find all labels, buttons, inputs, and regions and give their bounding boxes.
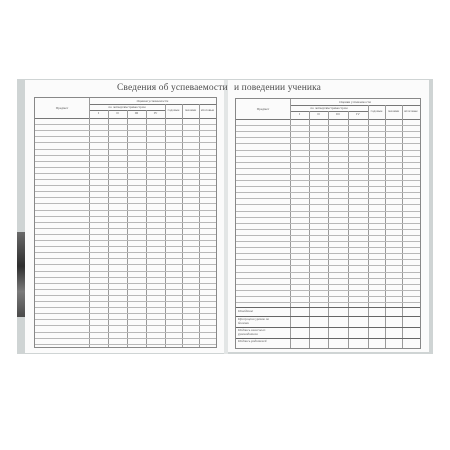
header-divider — [290, 111, 368, 112]
row-divider — [35, 124, 216, 125]
row-divider — [35, 149, 216, 150]
row-divider — [236, 284, 420, 285]
row-divider — [236, 223, 420, 224]
row-divider — [35, 161, 216, 162]
row-divider — [35, 142, 216, 143]
row-divider — [236, 265, 420, 266]
row-divider — [35, 155, 216, 156]
row-divider — [35, 167, 216, 168]
footer-divider — [236, 327, 420, 328]
row-divider — [236, 180, 420, 181]
row-divider — [35, 313, 216, 314]
row-divider — [35, 344, 216, 345]
column-divider — [165, 104, 166, 347]
grades-header: Оценки успеваемости — [136, 99, 169, 103]
footer-row-label: Поведение — [238, 309, 254, 313]
row-divider — [236, 186, 420, 187]
period-header: по четвертям/триместрам — [310, 106, 348, 110]
row-divider — [35, 197, 216, 198]
subject-header: Предмет — [256, 107, 270, 111]
header-divider — [35, 118, 216, 119]
row-divider — [236, 156, 420, 157]
row-divider — [236, 235, 420, 236]
row-divider — [236, 253, 420, 254]
row-divider — [35, 283, 216, 284]
left-page — [25, 80, 228, 353]
footer-row-label: Подпись классного руководителя — [238, 328, 266, 336]
grades-header: Оценки успеваемости — [339, 100, 371, 104]
row-divider — [236, 168, 420, 169]
column-divider — [368, 105, 369, 348]
right-page — [228, 80, 429, 352]
grades-table-left — [34, 97, 217, 348]
row-divider — [35, 210, 216, 211]
row-divider — [35, 240, 216, 241]
period-header: по четвертям/триместрам — [108, 105, 146, 109]
row-divider — [35, 271, 216, 272]
left-page-title: Сведения об успеваемости — [117, 83, 228, 93]
row-divider — [236, 241, 420, 242]
row-divider — [35, 216, 216, 217]
row-divider — [236, 125, 420, 126]
row-divider — [236, 143, 420, 144]
row-divider — [35, 301, 216, 302]
row-divider — [236, 211, 420, 212]
row-divider — [236, 272, 420, 273]
period-label: III — [336, 112, 340, 116]
column-divider — [182, 104, 183, 347]
row-divider — [236, 290, 420, 291]
row-divider — [35, 258, 216, 259]
period-label: II — [317, 112, 320, 116]
period-label: I — [298, 112, 301, 116]
exam-header: экзамен — [387, 109, 400, 113]
period-label: II — [116, 111, 119, 115]
row-divider — [35, 338, 216, 339]
row-divider — [236, 229, 420, 230]
header-divider — [290, 105, 420, 106]
row-divider — [236, 192, 420, 193]
row-divider — [236, 150, 420, 151]
row-divider — [236, 174, 420, 175]
row-divider — [236, 278, 420, 279]
row-divider — [236, 302, 420, 303]
period-label: I — [97, 111, 100, 115]
cover-edge — [17, 232, 25, 317]
row-divider — [35, 264, 216, 265]
row-divider — [35, 234, 216, 235]
final-header: итоговые — [404, 109, 418, 113]
row-divider — [35, 246, 216, 247]
row-divider — [35, 289, 216, 290]
period-label: IV — [356, 112, 360, 116]
row-divider — [236, 217, 420, 218]
footer-divider — [236, 316, 420, 317]
header-divider — [89, 104, 216, 105]
row-divider — [236, 131, 420, 132]
row-divider — [35, 173, 216, 174]
annual-header: годовые — [370, 109, 383, 113]
footer-row-label: Подпись родителей — [238, 339, 267, 343]
row-divider — [236, 162, 420, 163]
grades-table-right — [235, 98, 421, 349]
subject-header: Предмет — [55, 106, 69, 110]
row-divider — [236, 247, 420, 248]
row-divider — [35, 295, 216, 296]
footer-divider — [236, 338, 420, 339]
row-divider — [35, 191, 216, 192]
period-label: IV — [153, 111, 158, 115]
final-header: итоговые — [200, 108, 215, 112]
annual-header: годовые — [167, 108, 180, 112]
row-divider — [35, 185, 216, 186]
row-divider — [236, 137, 420, 138]
row-divider — [236, 259, 420, 260]
column-divider — [199, 104, 200, 347]
row-divider — [35, 179, 216, 180]
row-divider — [35, 203, 216, 204]
row-divider — [35, 307, 216, 308]
row-divider — [35, 277, 216, 278]
footer-row-label: Пропущено уроков по болезни — [238, 317, 270, 325]
row-divider — [35, 325, 216, 326]
row-divider — [236, 198, 420, 199]
exam-header: экзамен — [184, 108, 197, 112]
row-divider — [236, 204, 420, 205]
row-divider — [35, 332, 216, 333]
row-divider — [35, 130, 216, 131]
row-divider — [35, 319, 216, 320]
row-divider — [35, 228, 216, 229]
row-divider — [35, 136, 216, 137]
right-page-title: и поведении ученика — [234, 83, 321, 93]
footer-divider — [236, 307, 420, 308]
period-label: III — [134, 111, 139, 115]
column-divider — [385, 105, 386, 348]
row-divider — [236, 296, 420, 297]
row-divider — [35, 222, 216, 223]
row-divider — [35, 252, 216, 253]
column-divider — [402, 105, 403, 348]
